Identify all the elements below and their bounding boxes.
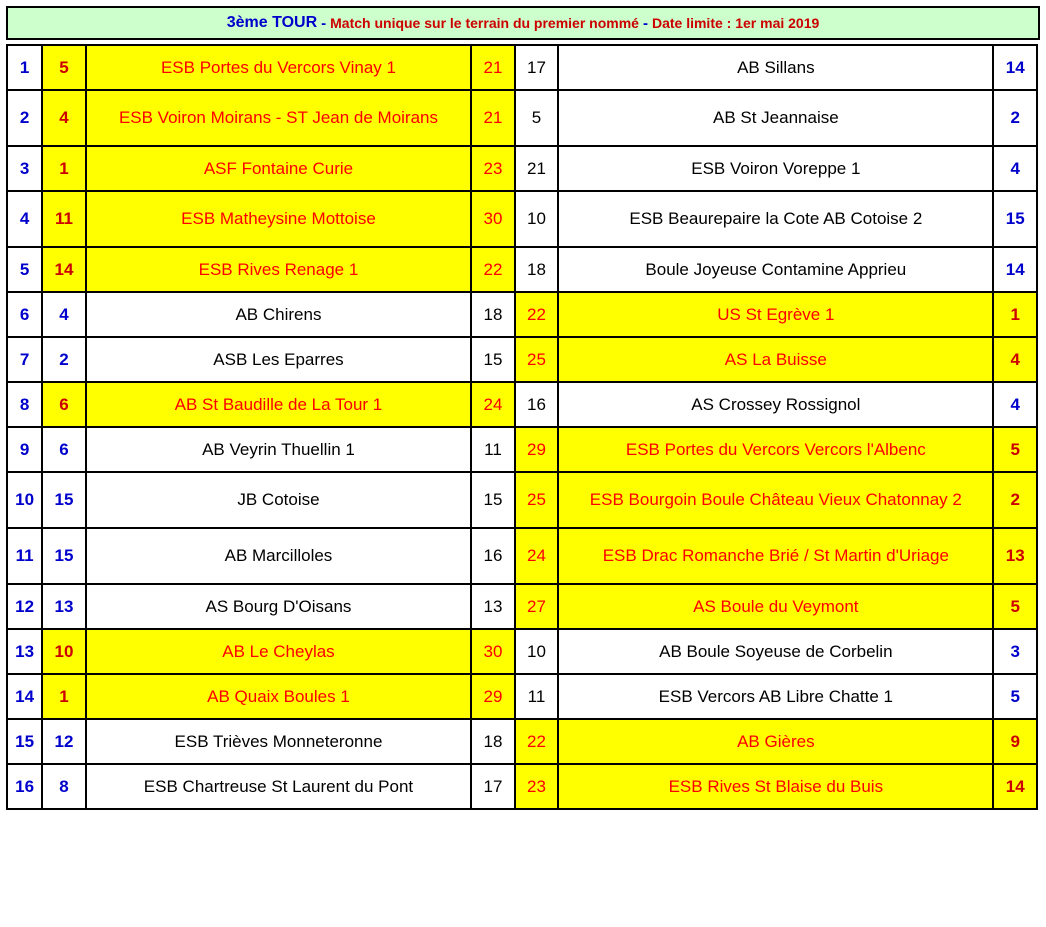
away-points: 29 xyxy=(515,427,559,472)
round-title: 3ème TOUR xyxy=(226,14,318,31)
home-points: 24 xyxy=(471,382,515,427)
header-deadline: Date limite : 1er mai 2019 xyxy=(651,15,820,31)
home-points: 22 xyxy=(471,247,515,292)
match-index: 4 xyxy=(7,191,42,247)
away-seed: 14 xyxy=(993,45,1037,90)
table-row xyxy=(7,382,1037,427)
home-team: AB Marcilloles xyxy=(86,528,471,584)
home-team: ESB Trièves Monneteronne xyxy=(86,719,471,764)
home-points: 11 xyxy=(471,427,515,472)
away-points: 10 xyxy=(515,629,559,674)
table-row xyxy=(7,528,1037,584)
home-seed: 2 xyxy=(42,337,86,382)
away-points: 27 xyxy=(515,584,559,629)
table-row xyxy=(7,90,1037,146)
away-points: 21 xyxy=(515,146,559,191)
away-seed: 5 xyxy=(993,584,1037,629)
away-seed: 4 xyxy=(993,337,1037,382)
away-team: ESB Voiron Voreppe 1 xyxy=(558,146,993,191)
home-team: ESB Matheysine Mottoise xyxy=(86,191,471,247)
match-index: 9 xyxy=(7,427,42,472)
away-points: 23 xyxy=(515,764,559,809)
away-points: 25 xyxy=(515,472,559,528)
table-row xyxy=(7,247,1037,292)
away-team: AB Sillans xyxy=(558,45,993,90)
away-team: ESB Bourgoin Boule Château Vieux Chatonnay 2 xyxy=(558,472,993,528)
away-team: Boule Joyeuse Contamine Apprieu xyxy=(558,247,993,292)
header-separator-2: - xyxy=(642,14,648,32)
home-seed: 10 xyxy=(42,629,86,674)
match-index: 13 xyxy=(7,629,42,674)
home-seed: 15 xyxy=(42,528,86,584)
match-index: 10 xyxy=(7,472,42,528)
away-points: 22 xyxy=(515,719,559,764)
away-seed: 9 xyxy=(993,719,1037,764)
away-team: ESB Vercors AB Libre Chatte 1 xyxy=(558,674,993,719)
home-team: AB Veyrin Thuellin 1 xyxy=(86,427,471,472)
away-team: AB Gières xyxy=(558,719,993,764)
home-points: 18 xyxy=(471,292,515,337)
header-separator-1: - xyxy=(321,14,327,32)
away-team: ESB Portes du Vercors Vercors l'Albenc xyxy=(558,427,993,472)
home-team: ASB Les Eparres xyxy=(86,337,471,382)
away-seed: 5 xyxy=(993,427,1037,472)
home-seed: 1 xyxy=(42,146,86,191)
table-row xyxy=(7,146,1037,191)
away-seed: 5 xyxy=(993,674,1037,719)
table-row xyxy=(7,191,1037,247)
home-seed: 6 xyxy=(42,427,86,472)
away-team: ESB Rives St Blaise du Buis xyxy=(558,764,993,809)
away-seed: 2 xyxy=(993,90,1037,146)
away-seed: 3 xyxy=(993,629,1037,674)
away-seed: 4 xyxy=(993,146,1037,191)
table-row xyxy=(7,584,1037,629)
home-seed: 6 xyxy=(42,382,86,427)
match-index: 1 xyxy=(7,45,42,90)
home-seed: 15 xyxy=(42,472,86,528)
away-seed: 2 xyxy=(993,472,1037,528)
away-team: AS Crossey Rossignol xyxy=(558,382,993,427)
home-team: ESB Rives Renage 1 xyxy=(86,247,471,292)
home-points: 13 xyxy=(471,584,515,629)
away-team: ESB Beaurepaire la Cote AB Cotoise 2 xyxy=(558,191,993,247)
away-team: AB St Jeannaise xyxy=(558,90,993,146)
away-points: 17 xyxy=(515,45,559,90)
away-seed: 14 xyxy=(993,764,1037,809)
away-seed: 4 xyxy=(993,382,1037,427)
away-points: 22 xyxy=(515,292,559,337)
table-row xyxy=(7,719,1037,764)
home-seed: 8 xyxy=(42,764,86,809)
match-index: 11 xyxy=(7,528,42,584)
home-points: 18 xyxy=(471,719,515,764)
away-team: AB Boule Soyeuse de Corbelin xyxy=(558,629,993,674)
home-team: ESB Chartreuse St Laurent du Pont xyxy=(86,764,471,809)
home-points: 30 xyxy=(471,629,515,674)
away-points: 18 xyxy=(515,247,559,292)
away-points: 11 xyxy=(515,674,559,719)
home-seed: 1 xyxy=(42,674,86,719)
home-team: ESB Portes du Vercors Vinay 1 xyxy=(86,45,471,90)
home-seed: 11 xyxy=(42,191,86,247)
matches-table xyxy=(6,44,1038,810)
table-row xyxy=(7,292,1037,337)
away-team: AS Boule du Veymont xyxy=(558,584,993,629)
away-team: AS La Buisse xyxy=(558,337,993,382)
away-points: 25 xyxy=(515,337,559,382)
home-points: 21 xyxy=(471,45,515,90)
home-team: ESB Voiron Moirans - ST Jean de Moirans xyxy=(86,90,471,146)
match-index: 2 xyxy=(7,90,42,146)
page-header xyxy=(6,6,1040,40)
table-row xyxy=(7,45,1037,90)
table-row xyxy=(7,674,1037,719)
home-points: 30 xyxy=(471,191,515,247)
away-points: 5 xyxy=(515,90,559,146)
home-team: AB Le Cheylas xyxy=(86,629,471,674)
away-points: 10 xyxy=(515,191,559,247)
home-points: 15 xyxy=(471,472,515,528)
away-seed: 1 xyxy=(993,292,1037,337)
table-row xyxy=(7,764,1037,809)
match-index: 12 xyxy=(7,584,42,629)
away-team: US St Egrève 1 xyxy=(558,292,993,337)
home-points: 15 xyxy=(471,337,515,382)
away-team: ESB Drac Romanche Brié / St Martin d'Uriage xyxy=(558,528,993,584)
home-points: 23 xyxy=(471,146,515,191)
home-team: JB Cotoise xyxy=(86,472,471,528)
home-points: 16 xyxy=(471,528,515,584)
match-index: 16 xyxy=(7,764,42,809)
home-points: 21 xyxy=(471,90,515,146)
match-index: 7 xyxy=(7,337,42,382)
home-team: ASF Fontaine Curie xyxy=(86,146,471,191)
table-row xyxy=(7,472,1037,528)
home-seed: 13 xyxy=(42,584,86,629)
match-index: 6 xyxy=(7,292,42,337)
home-seed: 5 xyxy=(42,45,86,90)
away-seed: 13 xyxy=(993,528,1037,584)
home-seed: 4 xyxy=(42,292,86,337)
header-subtitle: Match unique sur le terrain du premier nommé xyxy=(330,15,639,31)
home-team: AB Chirens xyxy=(86,292,471,337)
table-row xyxy=(7,337,1037,382)
match-index: 14 xyxy=(7,674,42,719)
home-seed: 4 xyxy=(42,90,86,146)
table-row xyxy=(7,629,1037,674)
away-seed: 15 xyxy=(993,191,1037,247)
home-points: 17 xyxy=(471,764,515,809)
match-index: 8 xyxy=(7,382,42,427)
away-points: 24 xyxy=(515,528,559,584)
away-seed: 14 xyxy=(993,247,1037,292)
home-team: AB Quaix Boules 1 xyxy=(86,674,471,719)
match-index: 15 xyxy=(7,719,42,764)
home-seed: 14 xyxy=(42,247,86,292)
match-index: 3 xyxy=(7,146,42,191)
home-team: AS Bourg D'Oisans xyxy=(86,584,471,629)
match-index: 5 xyxy=(7,247,42,292)
home-seed: 12 xyxy=(42,719,86,764)
home-team: AB St Baudille de La Tour 1 xyxy=(86,382,471,427)
table-row xyxy=(7,427,1037,472)
home-points: 29 xyxy=(471,674,515,719)
away-points: 16 xyxy=(515,382,559,427)
